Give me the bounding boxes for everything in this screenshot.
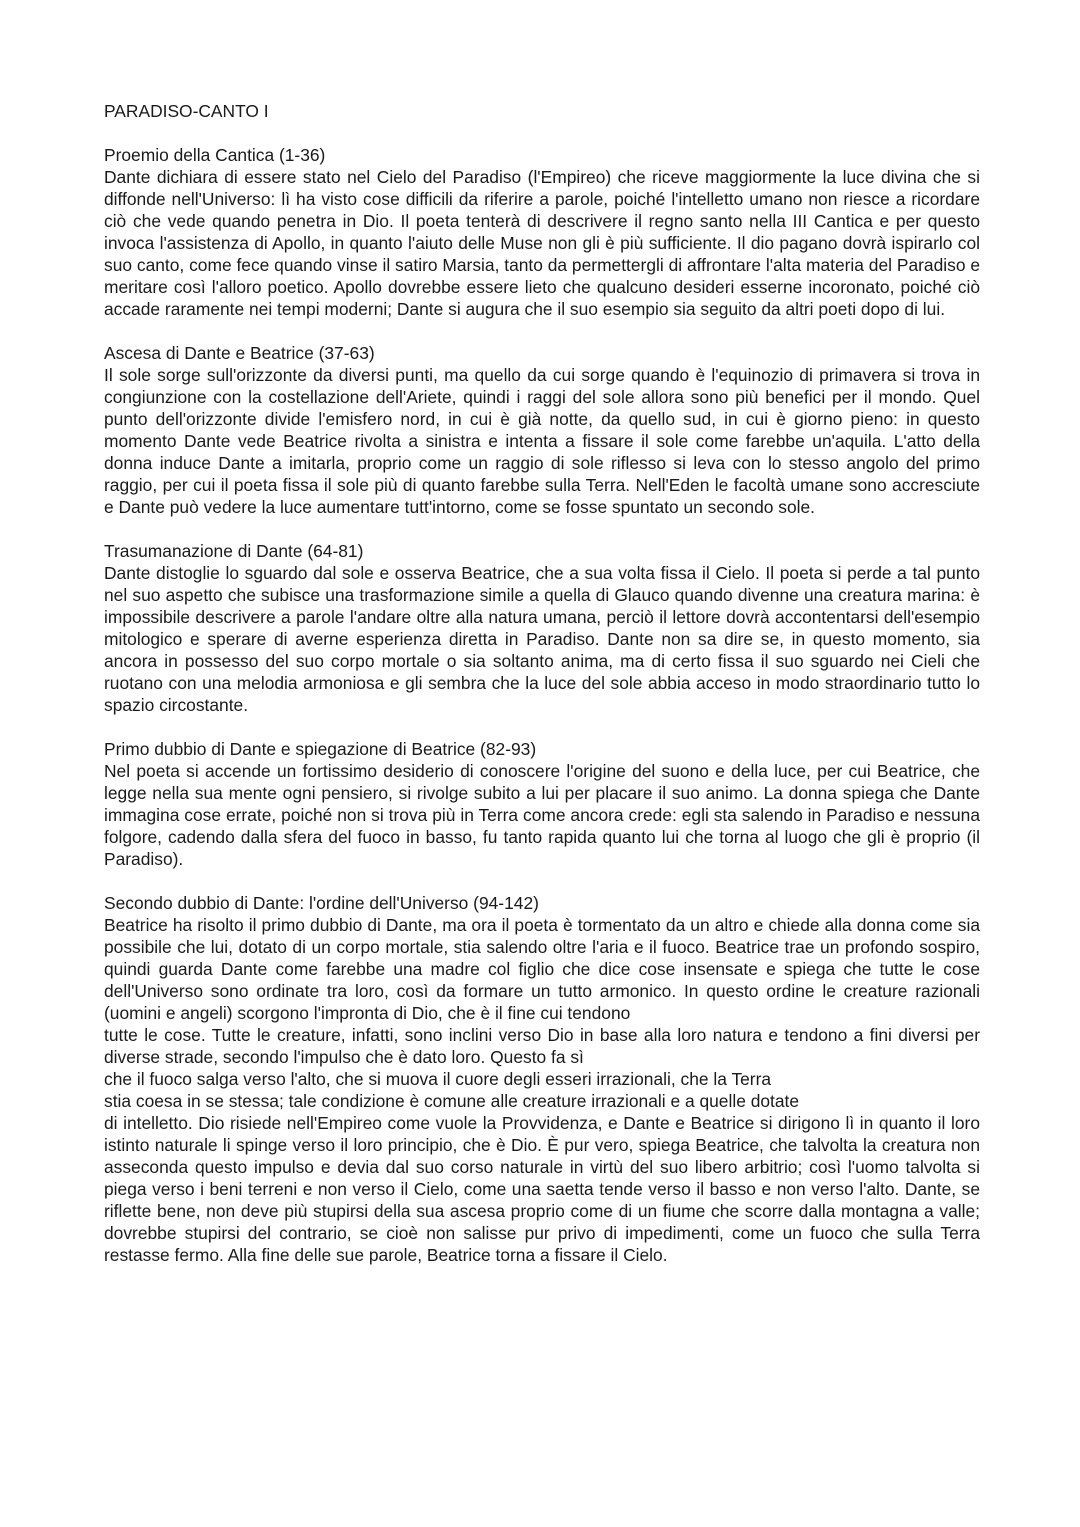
section-body-line: stia coesa in se stessa; tale condizione è comune alle creature irrazionali e a quelle dotate <box>104 1091 800 1111</box>
section-ascesa <box>104 342 980 518</box>
section-heading: Trasumanazione di Dante (64-81) <box>104 541 364 561</box>
section-heading: Proemio della Cantica (1-36) <box>104 145 326 165</box>
section-body: Beatrice ha risolto il primo dubbio di Dante, ma ora il poeta è tormentato da un altro e chiede alla donna come sia possibile che lui, dotato di un corpo mortale, stia salendo oltre l'aria e il fuoco. Beatrice trae un profondo sospiro, quindi guarda Dante come farebbe una madre col figlio che dice cose insensate e spiega che tutte le cose dell'Universo sono ordinate tra loro, così da formare un tutto armonico. In questo ordine le creature razionali (uomini e angeli) scorgono l'impronta di Dio, che è il fine cui tendono <box>104 915 980 1023</box>
section-proemio <box>104 144 980 320</box>
document-page <box>104 100 980 1288</box>
section-body: Dante dichiara di essere stato nel Cielo del Paradiso (l'Empireo) che riceve maggiormente la luce divina che si diffonde nell'Universo: lì ha visto cose difficili da riferire a parole, poiché l'intelletto umano non riesce a ricordare ciò che vede quando penetra in Dio. Il poeta tenterà di descrivere il regno santo nella III Cantica e per questo invoca l'assistenza di Apollo, in quanto l'aiuto delle Muse non gli è più sufficiente. Il dio pagano dovrà ispirarlo col suo canto, come fece quando vinse il satiro Marsia, tanto da permettergli di affrontare l'alta materia del Paradiso e meritare così l'alloro poetico. Apollo dovrebbe essere lieto che qualcuno desideri esserne incoronato, poiché ciò accade raramente nei tempi moderni; Dante si augura che il suo esempio sia seguito da altri poeti dopo di lui. <box>104 167 980 319</box>
section-heading: Ascesa di Dante e Beatrice (37-63) <box>104 343 375 363</box>
section-heading: Primo dubbio di Dante e spiegazione di Beatrice (82-93) <box>104 739 537 759</box>
section-body-line: che il fuoco salga verso l'alto, che si muova il cuore degli esseri irrazionali, che la Terra <box>104 1069 772 1089</box>
section-body: Dante distoglie lo sguardo dal sole e osserva Beatrice, che a sua volta fissa il Cielo. Il poeta si perde a tal punto nel suo aspetto che subisce una trasformazione simile a quella di Glauco quando divenne una creatura marina: è impossibile descrivere a parole l'andare oltre alla natura umana, perciò il lettore dovrà accontentarsi dell'esempio mitologico e sperare di averne esperienza diretta in Paradiso. Dante non sa dire se, in questo momento, sia ancora in possesso del suo corpo mortale o sia soltanto anima, ma di certo fissa il suo sguardo nei Cieli che ruotano con una melodia armoniosa e gli sembra che la luce del sole abbia acceso in modo straordinario tutto lo spazio circostante. <box>104 563 980 715</box>
section-body-line: tutte le cose. Tutte le creature, infatti, sono inclini verso Dio in base alla loro natura e tendono a fini diversi per diverse strade, secondo l'impulso che è dato loro. Questo fa sì <box>104 1025 980 1067</box>
section-body: Nel poeta si accende un fortissimo desiderio di conoscere l'origine del suono e della luce, per cui Beatrice, che legge nella sua mente ogni pensiero, si rivolge subito a lui per placare il suo animo. La donna spiega che Dante immagina cose errate, poiché non si trova più in Terra come ancora crede: egli sta salendo in Paradiso e nessuna folgore, cadendo dalla sfera del fuoco in basso, fu tanto rapida quanto lui che torna al luogo che gli è proprio (il Paradiso). <box>104 761 980 869</box>
section-trasumanazione <box>104 540 980 716</box>
section-secondo-dubbio <box>104 892 980 1266</box>
section-heading: Secondo dubbio di Dante: l'ordine dell'Universo (94-142) <box>104 893 539 913</box>
section-primo-dubbio <box>104 738 980 870</box>
section-body: Il sole sorge sull'orizzonte da diversi punti, ma quello da cui sorge quando è l'equinozio di primavera si trova in congiunzione con la costellazione dell'Ariete, quindi i raggi del sole allora sono più benefici per il mondo. Quel punto dell'orizzonte divide l'emisfero nord, in cui è già notte, da quello sud, in cui è giorno pieno: in questo momento Dante vede Beatrice rivolta a sinistra e intenta a fissare il sole come farebbe un'aquila. L'atto della donna induce Dante a imitarla, proprio come un raggio di sole riflesso si leva con lo stesso angolo del primo raggio, per cui il poeta fissa il sole più di quanto farebbe sulla Terra. Nell'Eden le facoltà umane sono accresciute e Dante può vedere la luce aumentare tutt'intorno, come se fosse spuntato un secondo sole. <box>104 365 980 517</box>
section-body-line: di intelletto. Dio risiede nell'Empireo come vuole la Provvidenza, e Dante e Beatrice si dirigono lì in quanto il loro istinto naturale li spinge verso il loro principio, che è Dio. È pur vero, spiega Beatrice, che talvolta la creatura non asseconda questo impulso e devia dal suo corso naturale in virtù del suo libero arbitrio; così l'uomo talvolta si piega verso i beni terreni e non verso il Cielo, come una saetta tende verso il basso e non verso l'alto. Dante, se riflette bene, non deve più stupirsi della sua ascesa proprio come di un fiume che scorre dalla montagna a valle; dovrebbe stupirsi del contrario, se cioè non salisse pur privo di impedimenti, come un fuoco che sulla Terra restasse fermo. Alla fine delle sue parole, Beatrice torna a fissare il Cielo. <box>104 1113 980 1265</box>
document-title: PARADISO-CANTO I <box>104 101 269 121</box>
